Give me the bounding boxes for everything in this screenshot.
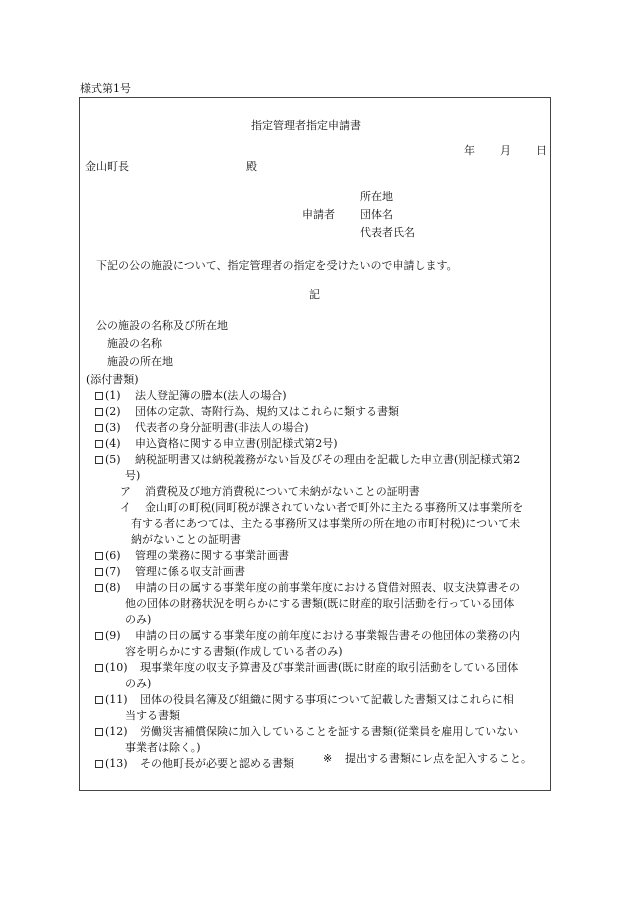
item-text: 申請の日の属する事業年度の前年度における事業報告書その他団体の業務の内 <box>135 629 520 642</box>
form-number: 様式第1号 <box>80 82 131 95</box>
attachment-item-4 <box>95 436 121 452</box>
attachment-item-1 <box>95 388 121 404</box>
item-number: (11) <box>105 693 128 706</box>
item-number: (3) <box>105 421 121 434</box>
item-text-continued-2: のみ) <box>125 613 152 626</box>
attachments-heading: (添付書類) <box>86 373 139 386</box>
item-text: 申込資格に関する申立書(別記様式第2号) <box>135 437 338 450</box>
item-number: (2) <box>105 405 121 418</box>
checkbox-13[interactable] <box>95 760 103 768</box>
checkbox-9[interactable] <box>95 632 103 640</box>
applicant-address-label: 所在地 <box>360 190 393 203</box>
addressee: 金山町長 <box>85 160 129 173</box>
attachment-item-7 <box>95 564 121 580</box>
attachment-item-5 <box>95 452 121 468</box>
checkbox-5[interactable] <box>95 456 103 464</box>
applicant-representative-label: 代表者氏名 <box>360 226 415 239</box>
date-year-label: 年 <box>464 144 475 157</box>
honorific: 殿 <box>246 160 257 173</box>
form-title: 指定管理者指定申請書 <box>251 119 361 132</box>
applicant-label: 申請者 <box>302 208 335 221</box>
checkbox-2[interactable] <box>95 408 103 416</box>
item-text: 管理の業務に関する事業計画書 <box>135 549 289 562</box>
item-text-continued: 事業者は除く。) <box>125 741 201 754</box>
checkbox-10[interactable] <box>95 664 103 672</box>
item-text: 団体の定款、寄附行為、規約又はこれらに類する書類 <box>135 405 399 418</box>
attachment-item-11 <box>95 692 128 708</box>
sub-item-i-text: 金山町の町税(同町税が課されていない者で町外に主たる事務所又は事業所を <box>145 501 524 514</box>
item-text: 納税証明書又は納税義務がない旨及びその理由を記載した申立書(別記様式第2 <box>135 453 521 466</box>
item-text: 管理に係る収支計画書 <box>135 565 245 578</box>
checkbox-12[interactable] <box>95 728 103 736</box>
item-text-continued: のみ) <box>125 677 152 690</box>
item-text-continued: 当する書類 <box>125 709 180 722</box>
item-number: (12) <box>105 725 128 738</box>
ki-heading: 記 <box>309 288 320 301</box>
item-text: 団体の役員名簿及び組織に関する事項について記載した書類又はこれらに相 <box>140 693 514 706</box>
item-number: (4) <box>105 437 121 450</box>
item-text: 労働災害補償保険に加入していることを証する書類(従業員を雇用していない <box>140 725 519 738</box>
attachment-item-13 <box>95 756 128 772</box>
item-text-continued: 容を明らかにする書類(作成している者のみ) <box>125 645 343 658</box>
item-number: (5) <box>105 453 121 466</box>
checkbox-7[interactable] <box>95 568 103 576</box>
item-text: 代表者の身分証明書(非法人の場合) <box>135 421 309 434</box>
sub-item-i-mark: イ <box>120 501 131 514</box>
checkbox-1[interactable] <box>95 392 103 400</box>
item-number: (8) <box>105 581 121 594</box>
item-number: (9) <box>105 629 121 642</box>
facility-name-label: 施設の名称 <box>107 337 162 350</box>
sub-item-a-text: 消費税及び地方消費税について未納がないことの証明書 <box>145 485 420 498</box>
date-day-label: 日 <box>536 144 547 157</box>
checkbox-6[interactable] <box>95 552 103 560</box>
note-mark: ※ <box>323 752 333 765</box>
item-text: 申請の日の属する事業年度の前事業年度における貸借対照表、収支決算書その <box>135 581 520 594</box>
request-text: 下記の公の施設について、指定管理者の指定を受けたいので申請します。 <box>96 259 458 272</box>
applicant-organization-label: 団体名 <box>360 208 393 221</box>
item-text: 法人登記簿の謄本(法人の場合) <box>135 389 287 402</box>
attachment-item-10 <box>95 660 128 676</box>
item-text-continued: 他の団体の財務状況を明らかにする書類(既に財産的取引活動を行っている団体 <box>125 597 515 610</box>
checkbox-4[interactable] <box>95 440 103 448</box>
attachment-item-8 <box>95 580 121 596</box>
attachment-item-6 <box>95 548 121 564</box>
item-number: (1) <box>105 389 121 402</box>
attachment-item-2 <box>95 404 121 420</box>
sub-item-i-text-continued-2: 納がないことの証明書 <box>131 533 241 546</box>
sub-item-a-mark: ア <box>120 485 131 498</box>
item-text: 現事業年度の収支予算書及び事業計画書(既に財産的取引活動をしている団体 <box>140 661 519 674</box>
item-text: その他町長が必要と認める書類 <box>140 757 294 770</box>
item-number: (7) <box>105 565 121 578</box>
attachment-item-3 <box>95 420 121 436</box>
item-text-continued: 号) <box>125 469 141 482</box>
checkbox-11[interactable] <box>95 696 103 704</box>
facility-heading: 公の施設の名称及び所在地 <box>96 319 228 332</box>
checkbox-8[interactable] <box>95 584 103 592</box>
sub-item-i-text-continued: 有する者にあつては、主たる事務所又は事業所の所在地の市町村税)について未 <box>131 517 521 530</box>
checkbox-3[interactable] <box>95 424 103 432</box>
date-month-label: 月 <box>500 144 511 157</box>
attachment-item-9 <box>95 628 121 644</box>
note-text: 提出する書類にレ点を記入すること。 <box>345 752 532 765</box>
item-number: (10) <box>105 661 128 674</box>
facility-location-label: 施設の所在地 <box>107 355 173 368</box>
item-number: (6) <box>105 549 121 562</box>
item-number: (13) <box>105 757 128 770</box>
attachment-item-12 <box>95 724 128 740</box>
